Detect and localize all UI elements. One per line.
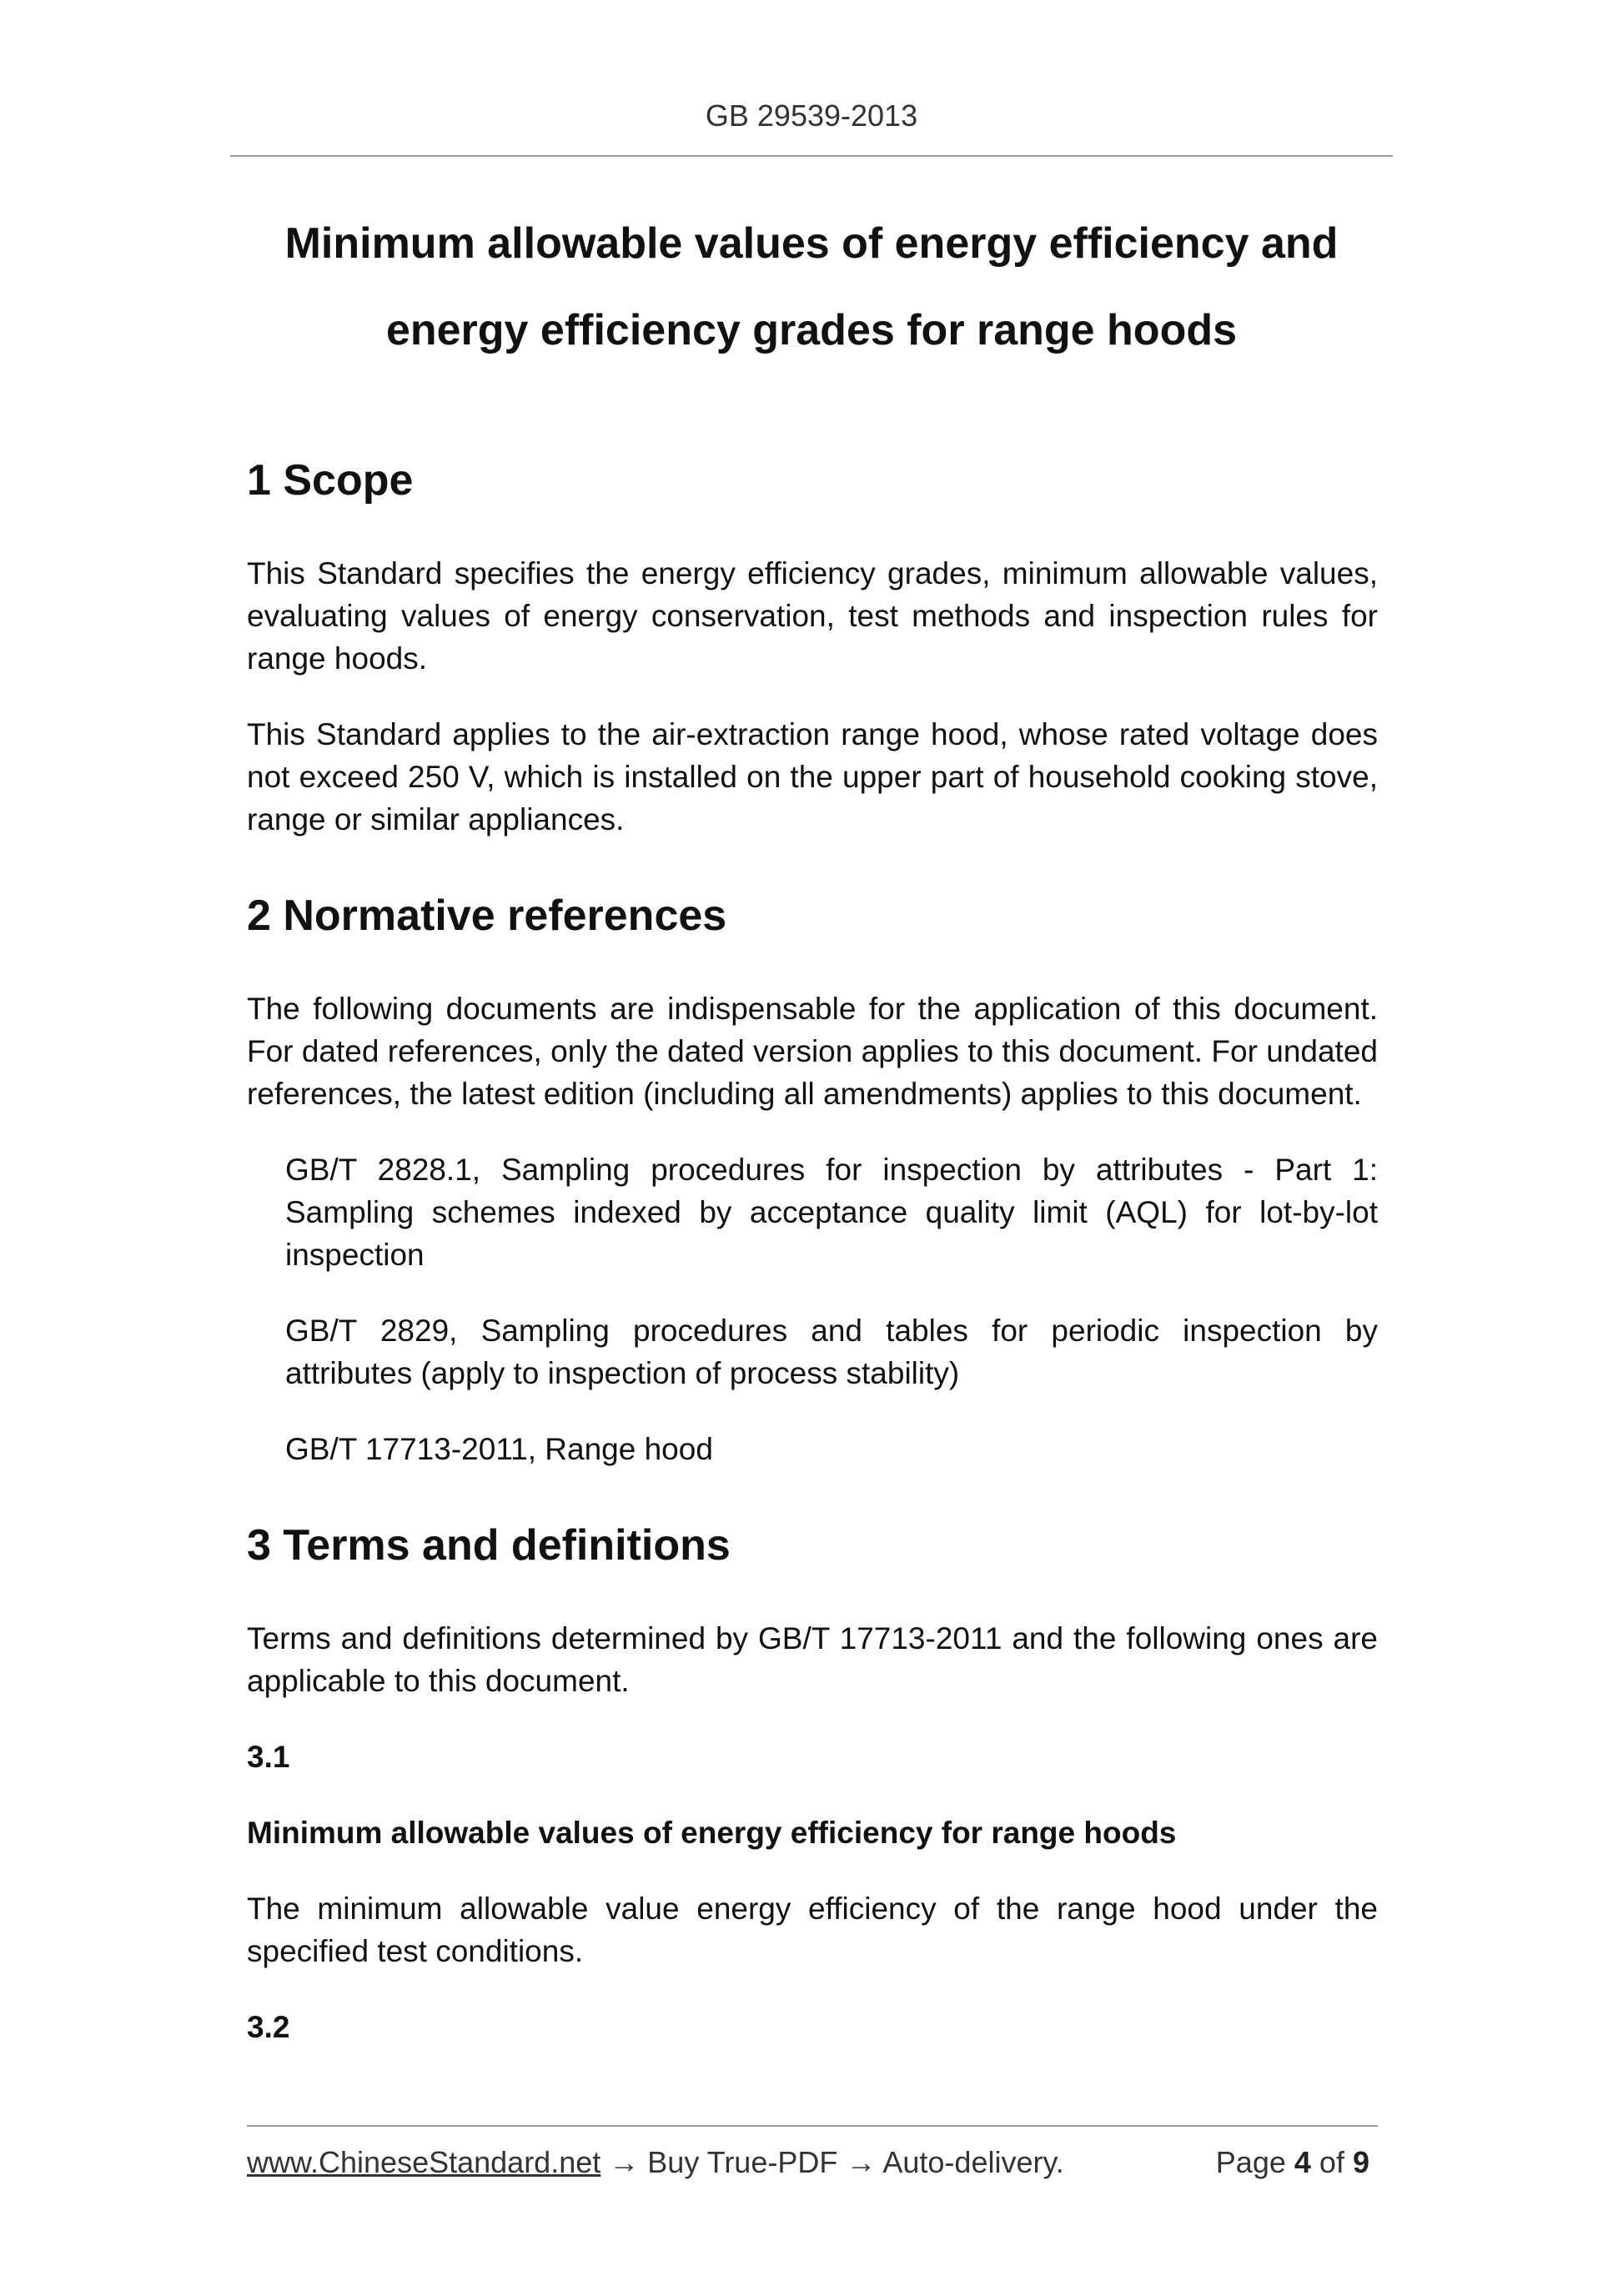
scope-paragraph-2: This Standard applies to the air-extraction range hood, whose rated voltage does not exceed 250 V, which is installed on the upper part of household cooking stove, range or similar appliances. <box>247 717 1378 837</box>
reference-item: GB/T 2828.1, Sampling procedures for inspection by attributes - Part 1: Sampling schemes indexed by acceptance quality limit (AQL) for lot-by-lot inspection <box>285 1153 1378 1272</box>
document-title <box>230 200 1393 374</box>
reference-item: GB/T 2829, Sampling procedures and tables for periodic inspection by attributes (apply to inspection of process stability) <box>285 1314 1378 1390</box>
page-footer <box>247 2145 1378 2187</box>
footer-divider <box>247 2125 1378 2127</box>
current-page-number: 4 <box>1294 2145 1311 2179</box>
section-heading-normative-references: 2 Normative references <box>247 892 727 940</box>
term-number-3-2: 3.2 <box>247 2010 290 2044</box>
footer-promo <box>247 2145 1064 2180</box>
term-definition-3-1: The minimum allowable value energy efficiency of the range hood under the specified test conditions. <box>247 1892 1378 1968</box>
reference-item: GB/T 17713-2011, Range hood <box>285 1432 713 1466</box>
terms-paragraph: Terms and definitions determined by GB/T 17713-2011 and the following ones are applicable to this document. <box>247 1621 1378 1698</box>
total-page-number: 9 <box>1352 2145 1369 2179</box>
footer-delivery-text: Auto-delivery. <box>882 2145 1064 2179</box>
title-line-1: Minimum allowable values of energy efficiency and <box>284 219 1339 268</box>
footer-buy-text: Buy True-PDF <box>647 2145 838 2179</box>
page-indicator <box>1216 2145 1369 2180</box>
header-document-id: GB 29539-2013 <box>705 98 918 133</box>
arrow-right-icon: → <box>609 2145 640 2179</box>
page-label: Page <box>1215 2145 1286 2179</box>
section-heading-terms-and-definitions: 3 Terms and definitions <box>247 1521 731 1570</box>
document-body <box>247 450 1378 2082</box>
arrow-right-icon: → <box>846 2145 877 2179</box>
title-line-2: energy efficiency grades for range hoods <box>385 306 1238 354</box>
section-heading-scope: 1 Scope <box>247 456 414 505</box>
chinesestandard-link[interactable]: www.ChineseStandard.net <box>247 2145 601 2179</box>
scope-paragraph-1: This Standard specifies the energy efficiency grades, minimum allowable values, evaluating values of energy conservation, test methods and inspection rules for range hoods. <box>247 556 1378 676</box>
page-of-label: of <box>1319 2145 1344 2179</box>
term-title-3-1: Minimum allowable values of energy efficiency for range hoods <box>247 1816 1177 1850</box>
header-divider <box>230 155 1393 157</box>
term-number-3-1: 3.1 <box>247 1740 290 1774</box>
normative-paragraph: The following documents are indispensable for the application of this document. For dated references, only the dated version applies to this document. For undated references, the latest edition (including all amendments) applies to this document. <box>247 992 1378 1111</box>
